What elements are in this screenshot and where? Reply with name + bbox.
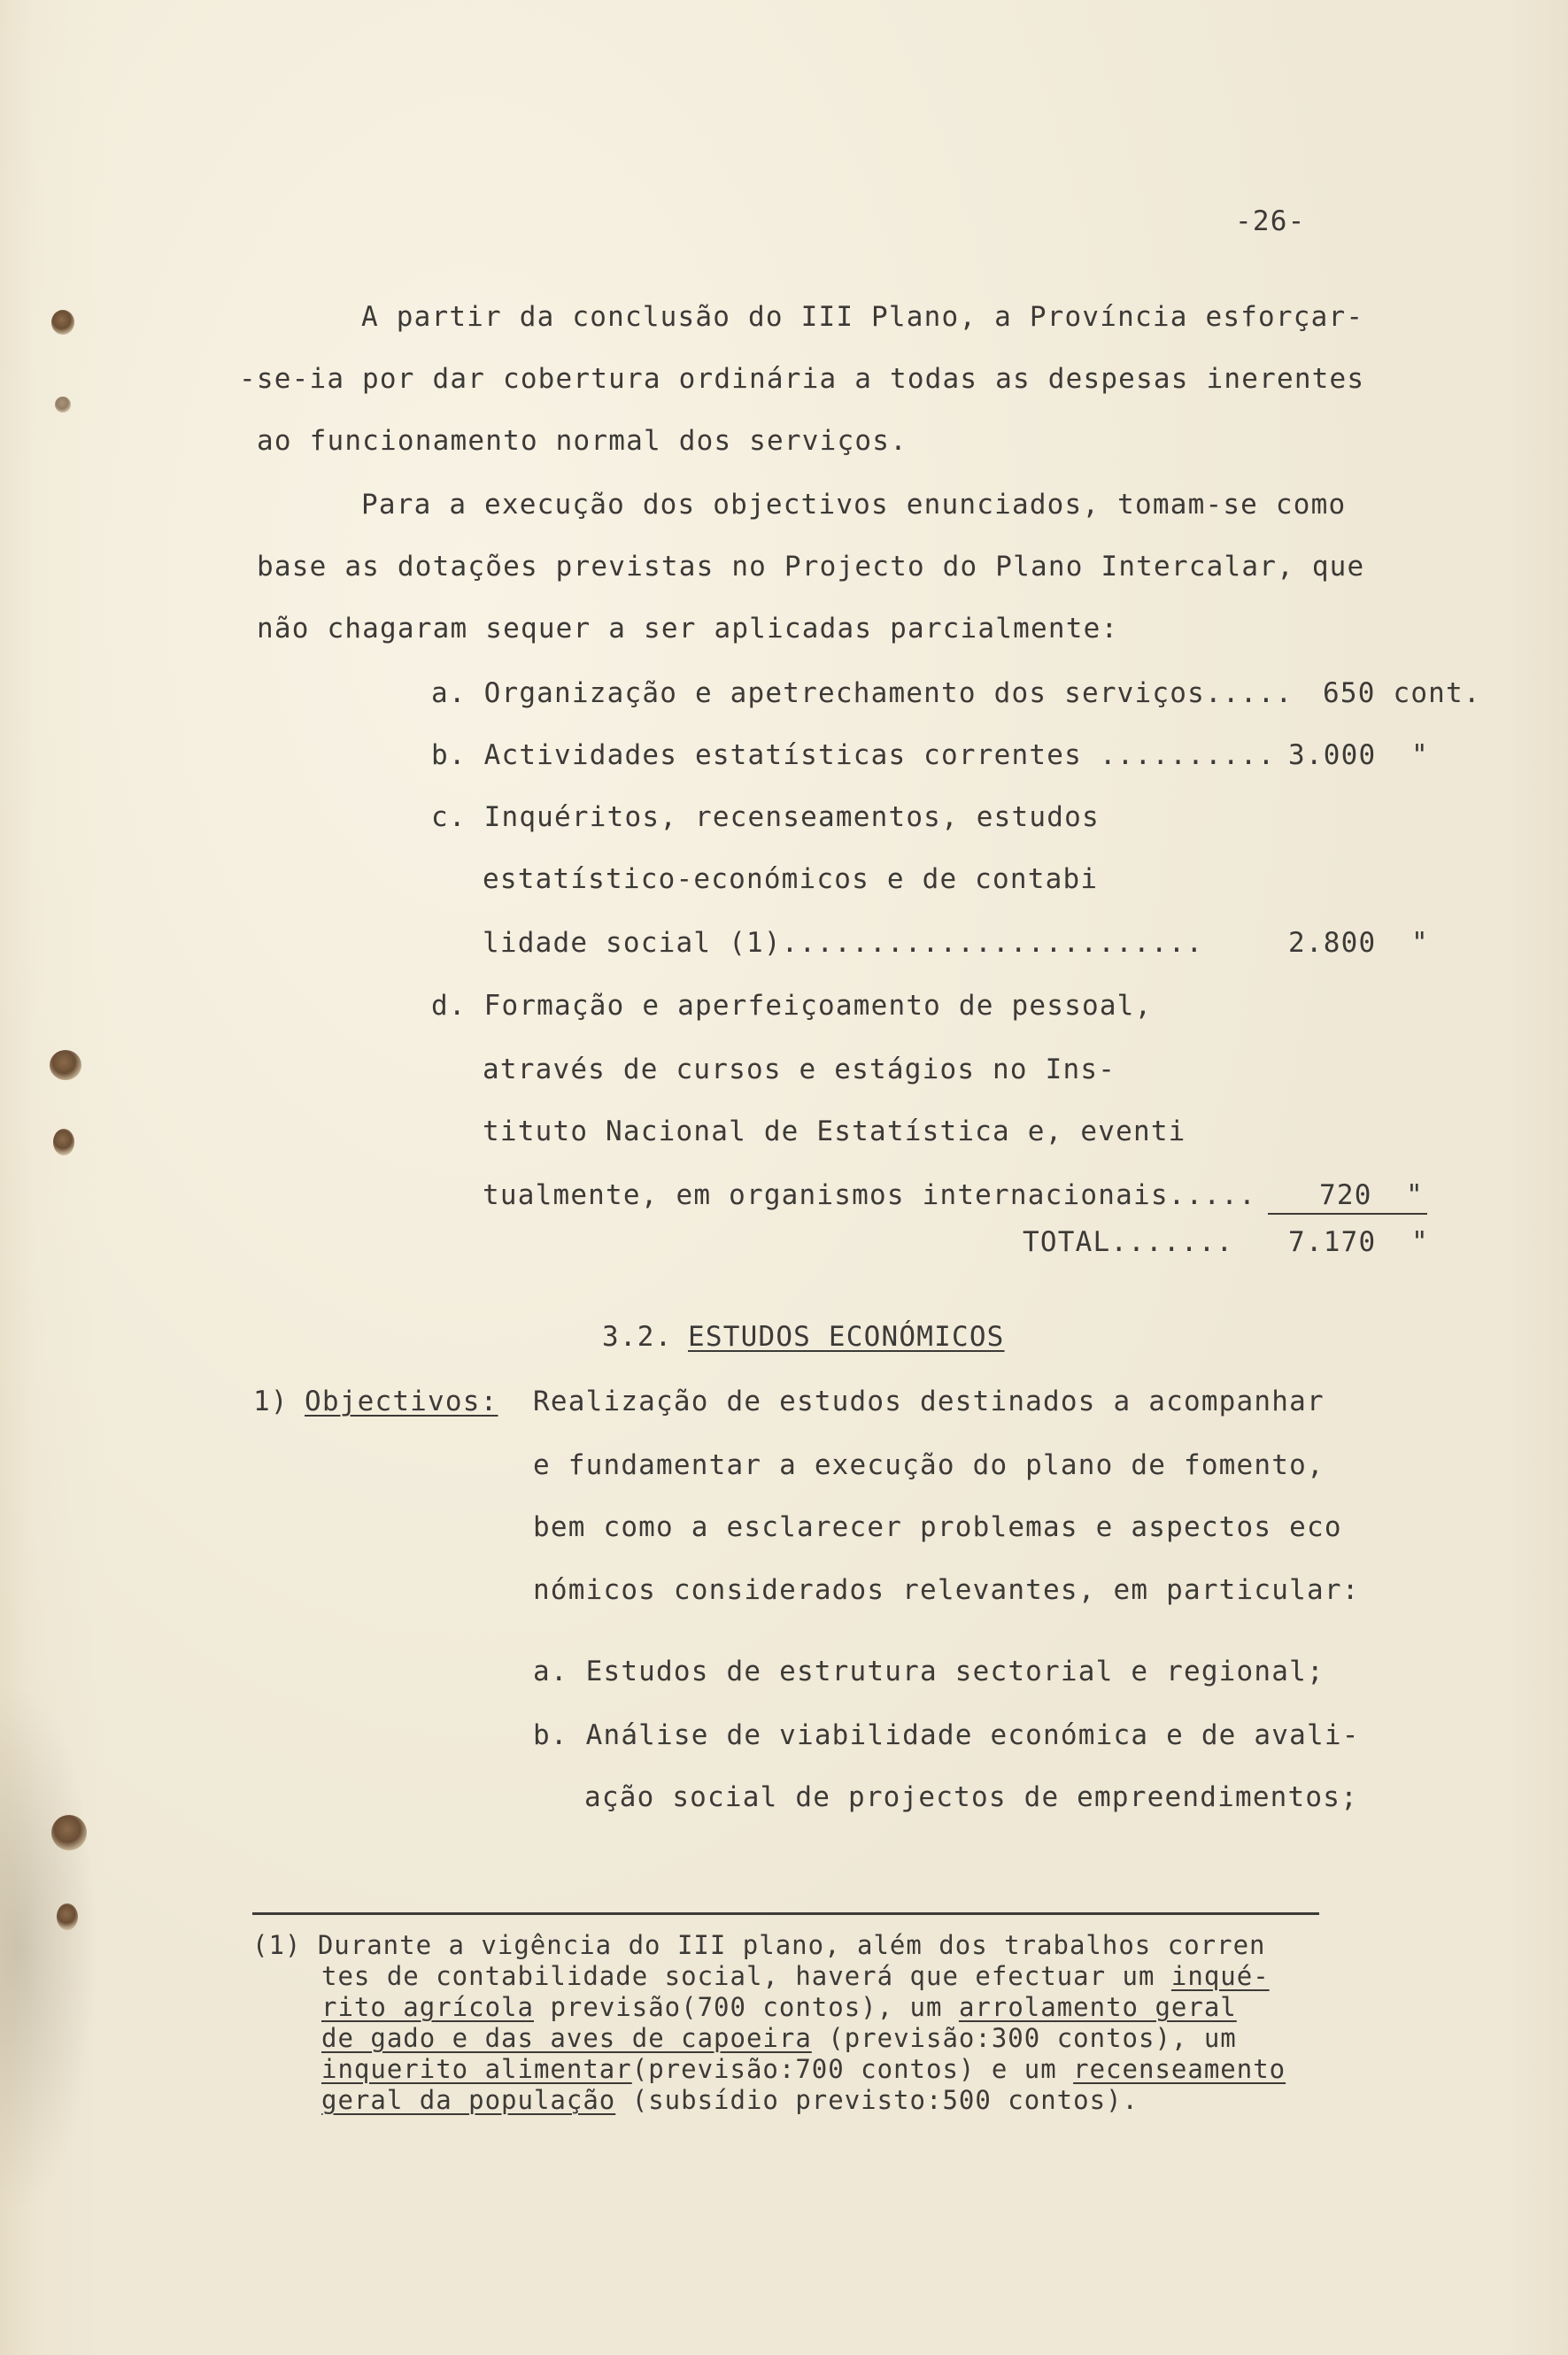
- objectives-label: 1): [253, 1386, 306, 1417]
- footnote-underlined: inqué-: [1170, 1961, 1270, 1991]
- intro-line-3: ao funcionamento normal dos serviços.: [257, 425, 908, 457]
- footnote-underlined: arrolamento geral: [958, 1992, 1237, 2022]
- binding-hole: [53, 1129, 74, 1155]
- footnote-text: (previsão:700 contos) e um: [631, 2054, 1074, 2084]
- intro-line-6: não chagaram sequer a ser aplicadas parcialmente:: [257, 613, 1119, 645]
- footnote-line-1: (1) Durante a vigência do III plano, além dos trabalhos corren: [252, 1930, 1266, 1960]
- footnote-line-5: [321, 2054, 1286, 2084]
- allocation-d-unit: ": [1406, 1179, 1424, 1211]
- allocation-d-line-3: tituto Nacional de Estatística e, eventi: [483, 1116, 1186, 1147]
- allocation-b: b. Actividades estatísticas correntes ..........: [431, 739, 1276, 771]
- section-title: ESTUDOS ECONÓMICOS: [688, 1321, 1005, 1353]
- intro-line-4: Para a execução dos objectivos enunciados, tomam-se como: [361, 489, 1347, 521]
- allocation-c-line-3: lidade social (1)........................: [483, 927, 1204, 959]
- footnote-underlined: recenseamento: [1073, 2054, 1286, 2084]
- objectives-heading: Objectivos:: [305, 1386, 498, 1417]
- allocation-c-value: 2.800 ": [1288, 927, 1429, 959]
- intro-line-2: -se-ia por dar cobertura ordinária a todas as despesas inerentes: [239, 363, 1365, 395]
- objectives-line-3: bem como a esclarecer problemas e aspectos eco: [533, 1511, 1342, 1543]
- footnote-underlined: inquerito alimentar: [321, 2054, 632, 2084]
- allocation-d-line-4: tualmente, em organismos internacionais.....: [483, 1179, 1256, 1211]
- binding-hole: [55, 397, 71, 413]
- footnote-text: (previsão:300 contos), um: [811, 2023, 1237, 2053]
- objective-item-b-line-2: ação social de projectos de empreendimentos;: [584, 1781, 1358, 1813]
- page-number: -26-: [1235, 205, 1306, 237]
- binding-hole: [50, 1050, 81, 1080]
- footnote-line-4: [321, 2023, 1237, 2053]
- footnote-underlined: geral da população: [321, 2085, 616, 2115]
- allocation-d-line-2: através de cursos e estágios no Ins-: [483, 1054, 1116, 1085]
- objective-item-a: a. Estudos de estrutura sectorial e regional;: [533, 1656, 1325, 1687]
- edge-stain: [0, 1682, 97, 2213]
- binding-hole: [57, 1903, 78, 1930]
- footnote-line-2: [321, 1961, 1270, 1991]
- footnote-separator: [252, 1912, 1319, 1915]
- intro-line-5: base as dotações previstas no Projecto do Plano Intercalar, que: [257, 551, 1365, 583]
- objectives-line-4: nómicos considerados relevantes, em particular:: [533, 1574, 1360, 1606]
- objective-item-b-line-1: b. Análise de viabilidade económica e de avali-: [533, 1719, 1360, 1751]
- total-label: TOTAL.......: [1023, 1226, 1234, 1258]
- allocation-c-line-1: c. Inquéritos, recenseamentos, estudos: [431, 801, 1100, 833]
- footnote-text: (subsídio previsto:500 contos).: [615, 2085, 1139, 2115]
- objectives-line-1: Realização de estudos destinados a acompanhar: [533, 1386, 1325, 1417]
- allocation-a: a. Organização e apetrechamento dos serviços.....: [431, 677, 1294, 709]
- objectives-line-2: e fundamentar a execução do plano de fomento,: [533, 1449, 1325, 1481]
- sum-rule: [1268, 1213, 1427, 1215]
- section-number: 3.2.: [602, 1321, 673, 1353]
- allocation-a-value: 650 cont.: [1323, 677, 1481, 709]
- binding-hole: [51, 1815, 87, 1850]
- footnote-underlined: de gado e das aves de capoeira: [321, 2023, 812, 2053]
- footnote-text: tes de contabilidade social, haverá que efectuar um: [321, 1961, 1171, 1991]
- allocation-d-value: 720: [1319, 1179, 1372, 1211]
- allocation-c-line-2: estatístico-económicos e de contabi: [483, 863, 1099, 895]
- footnote-text: previsão(700 contos), um: [533, 1992, 959, 2022]
- footnote-line-3: [321, 1992, 1237, 2022]
- total-value: 7.170 ": [1288, 1226, 1429, 1258]
- footnote-line-6: [321, 2085, 1139, 2115]
- allocation-d-line-1: d. Formação e aperfeiçoamento de pessoal,: [431, 990, 1153, 1022]
- footnote-underlined: rito agrícola: [321, 1992, 534, 2022]
- binding-hole: [51, 310, 74, 335]
- intro-line-1: A partir da conclusão do III Plano, a Província esforçar-: [361, 301, 1364, 333]
- allocation-b-value: 3.000 ": [1288, 739, 1429, 771]
